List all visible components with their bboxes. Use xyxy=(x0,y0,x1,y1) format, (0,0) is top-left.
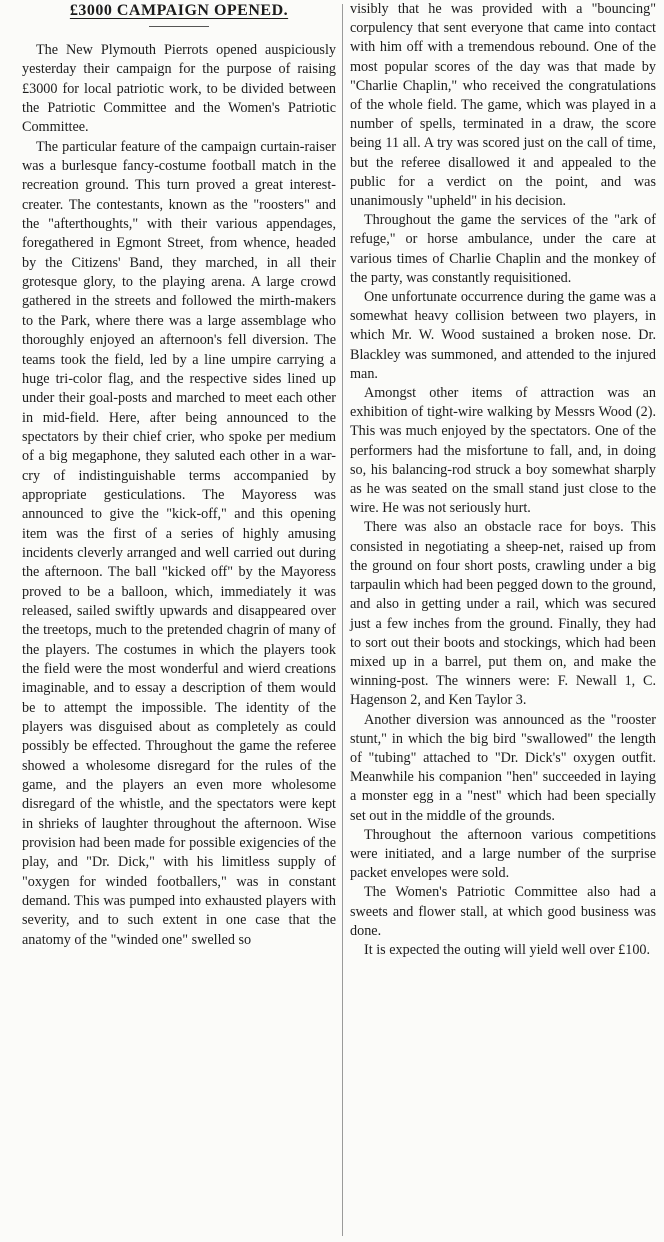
column-divider xyxy=(342,4,343,1236)
paragraph: There was also an obstacle race for boys. This consisted in negotiating a sheep-net, raised up from the ground on four short posts, crawling under a big tarpaulin which had been pegged down to the ground, and also in getting under a rail, which was secured just a few inches from the ground. Finally, they had to sort out their boots and stockings, which had been mixed up in a barrel, put them on, and make the winning-post. The winners were: F. Newall 1, C. Hagenson 2, and Ken Taylor 3. xyxy=(350,519,656,709)
paragraph: It is expected the outing will yield well over £100. xyxy=(364,941,651,958)
paragraph: Throughout the game the services of the "ark of refuge," or horse ambulance, under the care at various times of Charlie Chaplin and the monkey of the party, was constantly requisitioned. xyxy=(350,212,656,286)
paragraph: The Women's Patriotic Committee also had a sweets and flower stall, at which good business was done. xyxy=(350,884,656,939)
left-column xyxy=(22,0,336,950)
paragraph: The New Plymouth Pierrots opened auspiciously yesterday their campaign for the purpose of raising £3000 for local patriotic work, to be divided between the Patriotic Committee and the Women's Patriotic Committee. xyxy=(22,42,336,136)
paragraph: The particular feature of the campaign curtain-raiser was a burlesque fancy-costume football match in the recreation ground. This turn proved a great interest-creater. The contestants, known as the "roosters" and the "afterthoughts," with their various appendages, foregathered in Egmont Street, from whence, headed by the Citizens' Band, they marched, in all their grotesque glory, to the playing arena. A large crowd gathered in the streets and followed the mirth-makers to the Park, where there was a large assemblage who thoroughly enjoyed an afternoon's fell diversion. The teams took the field, led by a line umpire carrying a huge tri-color flag, and the respective sides lined up under their goal-posts and marched to meet each other in mid-field. Here, after being announced to the spectators by their chief crier, who spoke per medium of a big megaphone, they saluted each other in a war-cry of indistinguishable terms accompanied by appropriate gesticulations. The Mayoress was announced to give the "kick-off," and this opening item was the first of a series of highly amusing incidents cleverly arranged and well carried out during the afternoon. The ball "kicked off" by the Mayoress proved to be a balloon, which, immediately it was released, sailed swiftly upwards and disappeared over the treetops, much to the pretended chagrin of many of the players. The costumes in which the players took the field were the most wonderful and wierd creations imaginable, and to essay a description of them would be to attempt the impossible. The identity of the players was disguised about as completely as could possibly be effected. Throughout the game the referee showed a wholesome disregard for the rules of the game, and the players an even more wholesome disregard of the whistle, and the spectators were kept in shrieks of laughter throughout the afternoon. Wise provision had been made for possible exigencies of the play, and "Dr. Dick," with his limitless supply of "oxygen for winded footballers," was in constant demand. This was pumped into exhausted players with severity, and to such extent in one case that the anatomy of the "winded one" swelled so xyxy=(22,138,336,948)
paragraph: One unfortunate occurrence during the game was a somewhat heavy collision between two players, in which Mr. W. Wood sustained a broken nose. Dr. Blackley was summoned, and attended to the injured man. xyxy=(350,289,656,382)
paragraph: visibly that he was provided with a "bouncing" corpulency that sent everyone that came into contact with him off with a tremendous rebound. One of the most popular scores of the day was that made by "Charlie Chaplin," who received the congratulations of the whole field. The game, which was played in a number of spells, terminated in a draw, the score being 11 all. A try was scored just on the call of time, but the referee disallowed it and appealed to the public for a verdict on the point, and was unanimously "upheld" in his decision. xyxy=(350,1,656,210)
right-column xyxy=(350,0,656,960)
headline-rule xyxy=(149,26,209,27)
headline: £3000 CAMPAIGN OPENED. xyxy=(69,2,289,19)
paragraph: Another diversion was announced as the "rooster stunt," in which the big bird "swallowed" the length of "tubing" attached to "Dr. Dick's" oxygen outfit. Meanwhile his companion "hen" succeeded in laying a monster egg in a "nest" which had been specially set out in the middle of the grounds. xyxy=(350,711,656,824)
paragraph: Amongst other items of attraction was an exhibition of tight-wire walking by Messrs Wood (2). This was much enjoyed by the spectators. One of the performers had the misfortune to fall, and, in doing so, his balancing-rod struck a boy somewhat sharply as he was seated on the small stand just close to the wire. He was not seriously hurt. xyxy=(350,385,656,517)
paragraph: Throughout the afternoon various competitions were initiated, and a large number of the surprise packet envelopes were sold. xyxy=(350,826,656,882)
